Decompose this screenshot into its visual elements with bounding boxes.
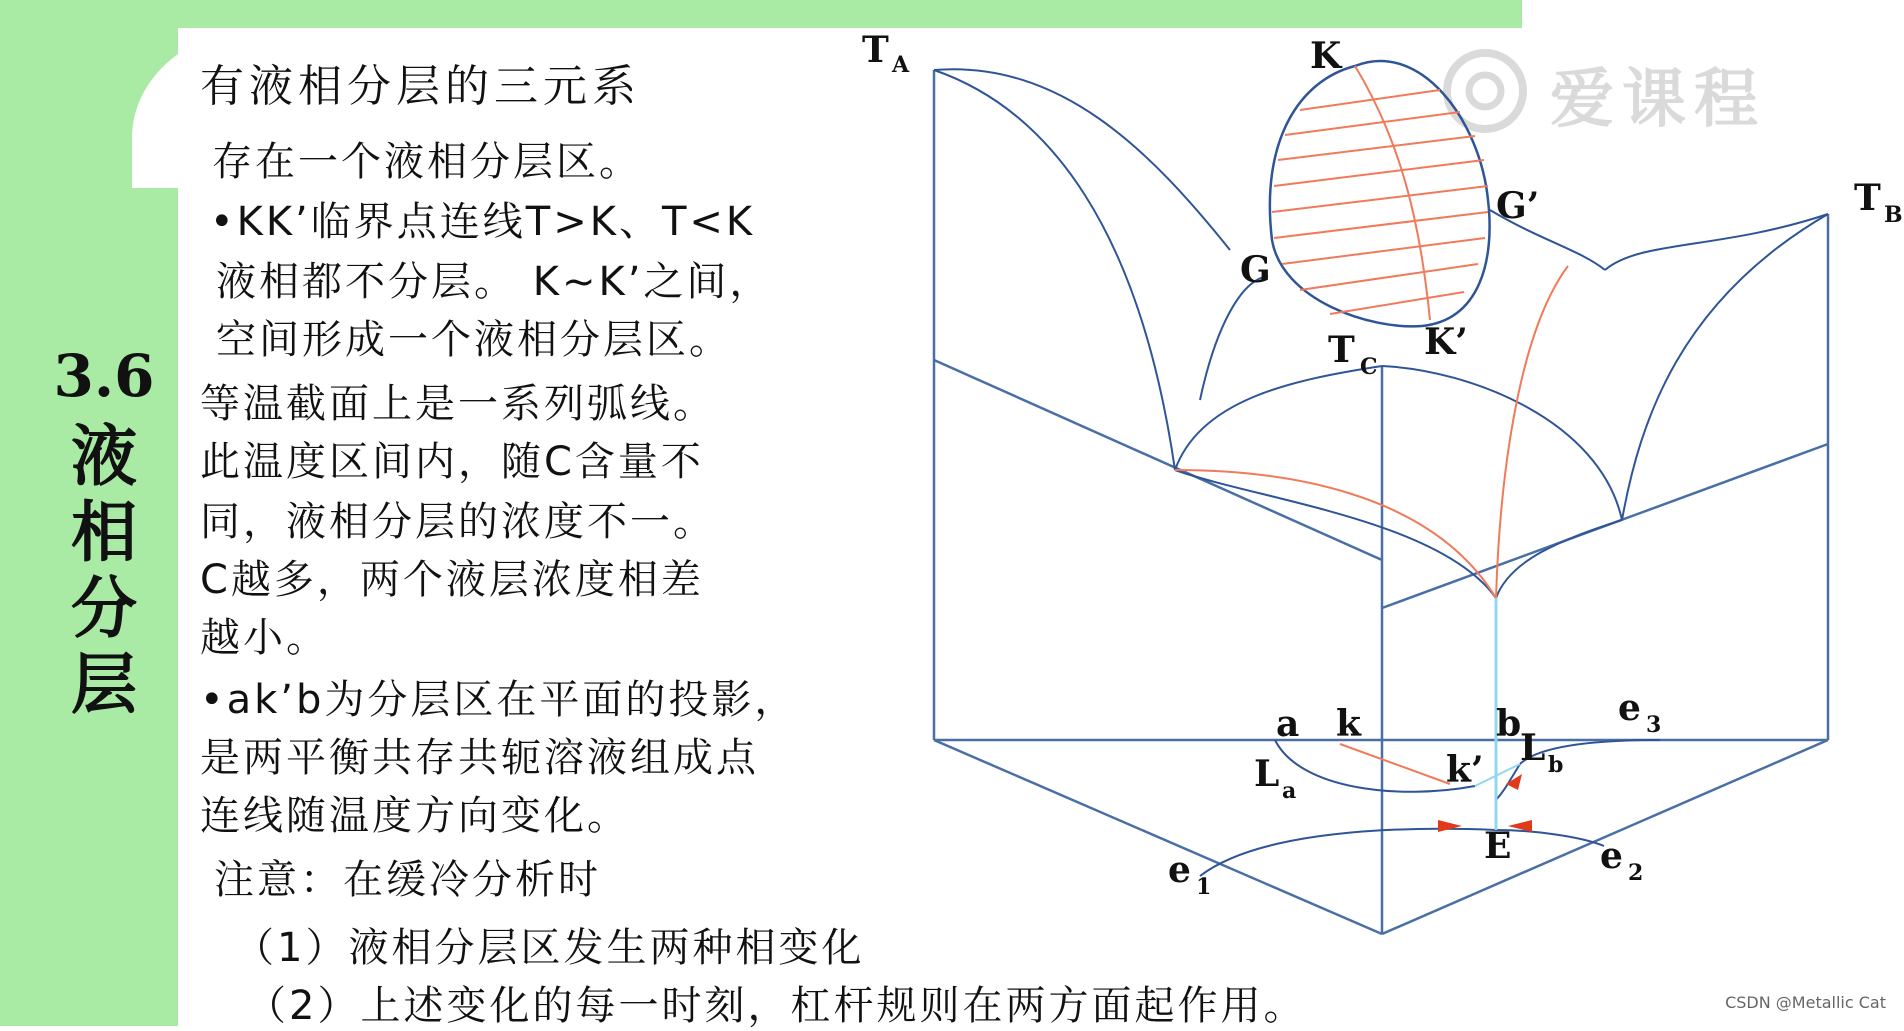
section-char-2: 相 — [71, 493, 137, 571]
label-tb: T — [1854, 177, 1881, 219]
kk-critical-line — [1355, 66, 1430, 320]
text-line-15: （2）上述变化的每一时刻，杠杆规则在两方面起作用。 — [246, 983, 1307, 1029]
label-k: K — [1310, 35, 1342, 77]
tie-line-7 — [1282, 238, 1485, 264]
tie-line-9 — [1330, 292, 1464, 314]
tie-line-4 — [1274, 160, 1484, 186]
text-line-5: 等温截面上是一系列弧线。 — [200, 381, 716, 427]
label-la: L — [1254, 753, 1280, 795]
text-line-8: C越多，两个液层浓度相差 — [200, 557, 704, 603]
slide-title: 有液相分层的三元系 — [200, 61, 641, 112]
text-line-1: 存在一个液相分层区。 — [212, 139, 642, 185]
label-eutectic-e: E — [1484, 825, 1512, 867]
label-e1-sub: 1 — [1196, 874, 1212, 900]
text-line-12: 连线随温度方向变化。 — [200, 793, 630, 839]
curve-tc-left — [1175, 366, 1382, 470]
section-char-3: 分 — [71, 569, 137, 647]
tie-line-6 — [1274, 212, 1488, 238]
label-e3: e — [1618, 687, 1641, 729]
section-char-1: 液 — [71, 417, 137, 495]
text-line-13: 注意：在缓冷分析时 — [214, 857, 601, 903]
label-lb-sub: b — [1548, 752, 1564, 778]
text-line-14: （1）液相分层区发生两种相变化 — [234, 925, 865, 971]
label-k-lower: k — [1336, 703, 1361, 745]
arrow-e1 — [1438, 820, 1462, 832]
curve-ta-valley — [934, 70, 1175, 470]
label-k-prime-lower: k’ — [1446, 749, 1484, 791]
credit-text: CSDN @Metallic Cat — [1725, 993, 1886, 1012]
label-lb: L — [1520, 727, 1546, 769]
text-line-3: 液相都不分层。 K~K’之间， — [216, 259, 773, 305]
text-line-4: 空间形成一个液相分层区。 — [216, 317, 732, 363]
label-e3-sub: 3 — [1646, 712, 1662, 738]
tie-line-3 — [1278, 136, 1475, 160]
label-e2: e — [1600, 835, 1623, 877]
text-line-7: 同，液相分层的浓度不一。 — [200, 499, 716, 545]
label-k-prime: K’ — [1424, 321, 1468, 363]
label-tc: T — [1328, 329, 1355, 371]
text-line-6: 此温度区间内，随C含量不 — [200, 439, 704, 485]
tie-lines — [1272, 66, 1488, 320]
label-tb-sub: B — [1884, 202, 1903, 228]
curve-ta-g — [934, 69, 1230, 250]
curve-g-link — [1200, 276, 1268, 400]
text-line-10: •ak’b为分层区在平面的投影， — [200, 677, 798, 723]
section-number: 3.6 — [53, 342, 155, 410]
text-line-9: 越小。 — [200, 615, 329, 661]
label-tc-sub: C — [1360, 354, 1378, 380]
label-g-prime: G’ — [1496, 185, 1540, 227]
label-g: G — [1240, 249, 1271, 291]
section-line-left — [934, 360, 1382, 560]
curve-tb-gp — [1605, 214, 1828, 270]
label-ta-sub: A — [892, 52, 910, 78]
curve-tb-valley — [1622, 214, 1828, 520]
label-b: b — [1496, 703, 1522, 745]
label-ta: T — [862, 29, 889, 71]
tie-line-8 — [1300, 264, 1478, 290]
text-line-11: 是两平衡共存共轭溶液组成点 — [200, 735, 759, 781]
watermark-text: 爱课程 — [1550, 63, 1766, 137]
tie-line-2 — [1285, 112, 1460, 135]
label-la-sub: a — [1282, 778, 1297, 804]
section-char-4: 层 — [71, 645, 137, 723]
label-a: a — [1276, 703, 1300, 745]
label-e1: e — [1168, 849, 1191, 891]
projection-arc — [1275, 740, 1475, 792]
label-e2-sub: 2 — [1628, 860, 1644, 886]
miscibility-gap-dome — [1270, 61, 1490, 326]
red-tie-projection — [1340, 744, 1450, 784]
red-valley-right — [1496, 266, 1568, 598]
curve-e1 — [1200, 829, 1496, 876]
tie-line-5 — [1272, 186, 1488, 212]
text-line-2: •KK’临界点连线T>K、T<K — [210, 199, 756, 245]
